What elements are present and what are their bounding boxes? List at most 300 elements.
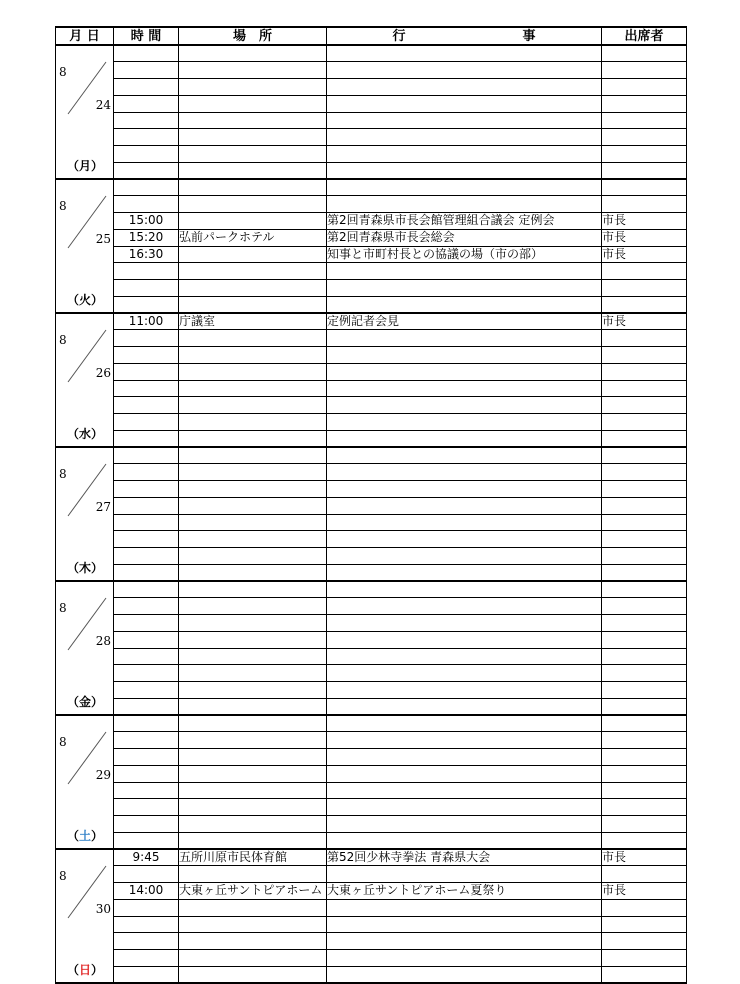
time-cell bbox=[114, 296, 179, 313]
place-cell bbox=[179, 162, 327, 179]
date-cell bbox=[56, 179, 114, 313]
table-row bbox=[56, 146, 687, 163]
event-cell bbox=[327, 464, 602, 481]
time-cell bbox=[114, 665, 179, 682]
attendee-cell bbox=[602, 598, 687, 615]
time-cell bbox=[114, 464, 179, 481]
table-row bbox=[56, 263, 687, 280]
table-row bbox=[56, 916, 687, 933]
table-row bbox=[56, 280, 687, 297]
time-cell bbox=[114, 682, 179, 699]
event-cell bbox=[327, 631, 602, 648]
place-cell bbox=[179, 715, 327, 732]
place-cell bbox=[179, 79, 327, 96]
time-cell bbox=[114, 497, 179, 514]
month-label: 8 bbox=[59, 869, 67, 883]
place-cell bbox=[179, 397, 327, 414]
attendee-cell bbox=[602, 146, 687, 163]
date-cell bbox=[56, 581, 114, 715]
attendee-cell bbox=[602, 380, 687, 397]
table-row bbox=[56, 581, 687, 598]
event-cell bbox=[327, 280, 602, 297]
time-cell bbox=[114, 799, 179, 816]
time-cell bbox=[114, 62, 179, 79]
date-cell bbox=[56, 45, 114, 179]
event-cell bbox=[327, 196, 602, 213]
time-cell bbox=[114, 548, 179, 565]
event-cell bbox=[327, 531, 602, 548]
event-cell: 第2回青森県市長会総会 bbox=[327, 229, 602, 246]
attendee-cell bbox=[602, 514, 687, 531]
time-cell: 11:00 bbox=[114, 313, 179, 330]
attendee-cell bbox=[602, 296, 687, 313]
attendee-cell bbox=[602, 179, 687, 196]
table-row bbox=[56, 430, 687, 447]
event-cell bbox=[327, 162, 602, 179]
event-cell bbox=[327, 330, 602, 347]
event-cell bbox=[327, 698, 602, 715]
place-cell bbox=[179, 112, 327, 129]
attendee-cell bbox=[602, 682, 687, 699]
event-cell bbox=[327, 799, 602, 816]
place-cell bbox=[179, 916, 327, 933]
event-cell bbox=[327, 916, 602, 933]
weekday-label: （火） bbox=[66, 293, 104, 307]
day-label: 24 bbox=[95, 98, 111, 112]
event-cell bbox=[327, 79, 602, 96]
place-cell bbox=[179, 832, 327, 849]
attendee-cell bbox=[602, 497, 687, 514]
schedule-table bbox=[55, 26, 687, 984]
time-cell: 14:00 bbox=[114, 883, 179, 900]
month-label: 8 bbox=[59, 333, 67, 347]
attendee-cell bbox=[602, 330, 687, 347]
time-cell bbox=[114, 581, 179, 598]
place-cell bbox=[179, 514, 327, 531]
attendee-cell bbox=[602, 832, 687, 849]
attendee-cell bbox=[602, 112, 687, 129]
place-cell bbox=[179, 548, 327, 565]
table-row bbox=[56, 899, 687, 916]
attendee-cell bbox=[602, 347, 687, 364]
time-cell bbox=[114, 950, 179, 967]
time-cell bbox=[114, 598, 179, 615]
header-attendee: 出席者 bbox=[602, 27, 687, 45]
header-time: 時 間 bbox=[114, 27, 179, 45]
place-cell bbox=[179, 246, 327, 263]
table-row bbox=[56, 514, 687, 531]
weekday-char: 水 bbox=[78, 427, 91, 441]
time-cell bbox=[114, 481, 179, 498]
attendee-cell bbox=[602, 397, 687, 414]
time-cell bbox=[114, 414, 179, 431]
place-cell: 大東ヶ丘サントピアホーム bbox=[179, 883, 327, 900]
table-row bbox=[56, 162, 687, 179]
place-cell bbox=[179, 363, 327, 380]
event-cell bbox=[327, 296, 602, 313]
event-cell bbox=[327, 514, 602, 531]
place-cell bbox=[179, 665, 327, 682]
time-cell bbox=[114, 832, 179, 849]
event-cell bbox=[327, 581, 602, 598]
time-cell bbox=[114, 514, 179, 531]
time-cell bbox=[114, 397, 179, 414]
time-cell bbox=[114, 162, 179, 179]
time-cell bbox=[114, 179, 179, 196]
event-cell bbox=[327, 732, 602, 749]
attendee-cell bbox=[602, 430, 687, 447]
attendee-cell bbox=[602, 280, 687, 297]
place-cell bbox=[179, 263, 327, 280]
table-row bbox=[56, 883, 687, 900]
attendee-cell bbox=[602, 162, 687, 179]
table-row bbox=[56, 497, 687, 514]
attendee-cell bbox=[602, 414, 687, 431]
time-cell bbox=[114, 631, 179, 648]
attendee-cell bbox=[602, 933, 687, 950]
place-cell bbox=[179, 682, 327, 699]
time-cell bbox=[114, 146, 179, 163]
time-cell: 15:00 bbox=[114, 213, 179, 230]
table-row bbox=[56, 631, 687, 648]
table-row bbox=[56, 112, 687, 129]
table-row bbox=[56, 45, 687, 62]
place-cell bbox=[179, 698, 327, 715]
event-cell bbox=[327, 749, 602, 766]
time-cell bbox=[114, 966, 179, 983]
event-cell bbox=[327, 447, 602, 464]
attendee-cell bbox=[602, 564, 687, 581]
attendee-cell bbox=[602, 950, 687, 967]
attendee-cell bbox=[602, 62, 687, 79]
event-cell bbox=[327, 129, 602, 146]
place-cell bbox=[179, 816, 327, 833]
table-row bbox=[56, 564, 687, 581]
place-cell bbox=[179, 95, 327, 112]
place-cell bbox=[179, 414, 327, 431]
event-cell bbox=[327, 263, 602, 280]
day-label: 28 bbox=[95, 634, 111, 648]
place-cell bbox=[179, 146, 327, 163]
weekday-label: （金） bbox=[66, 695, 104, 709]
table-row bbox=[56, 615, 687, 632]
table-row bbox=[56, 464, 687, 481]
table-row bbox=[56, 246, 687, 263]
table-row bbox=[56, 380, 687, 397]
table-row bbox=[56, 950, 687, 967]
table-row bbox=[56, 213, 687, 230]
place-cell bbox=[179, 129, 327, 146]
event-cell bbox=[327, 715, 602, 732]
date-cell bbox=[56, 849, 114, 983]
place-cell bbox=[179, 296, 327, 313]
time-cell bbox=[114, 749, 179, 766]
event-cell bbox=[327, 950, 602, 967]
attendee-cell: 市長 bbox=[602, 246, 687, 263]
time-cell bbox=[114, 330, 179, 347]
time-cell bbox=[114, 698, 179, 715]
weekday-char: 土 bbox=[78, 829, 91, 843]
attendee-cell bbox=[602, 45, 687, 62]
time-cell bbox=[114, 263, 179, 280]
event-cell bbox=[327, 414, 602, 431]
place-cell bbox=[179, 765, 327, 782]
event-cell bbox=[327, 45, 602, 62]
place-cell bbox=[179, 631, 327, 648]
attendee-cell: 市長 bbox=[602, 849, 687, 866]
attendee-cell bbox=[602, 531, 687, 548]
day-label: 25 bbox=[95, 232, 111, 246]
table-row bbox=[56, 782, 687, 799]
place-cell bbox=[179, 564, 327, 581]
time-cell bbox=[114, 899, 179, 916]
event-cell bbox=[327, 765, 602, 782]
table-row bbox=[56, 347, 687, 364]
table-row bbox=[56, 933, 687, 950]
time-cell: 15:20 bbox=[114, 229, 179, 246]
month-label: 8 bbox=[59, 467, 67, 481]
event-cell bbox=[327, 966, 602, 983]
place-cell bbox=[179, 615, 327, 632]
table-row bbox=[56, 397, 687, 414]
time-cell bbox=[114, 531, 179, 548]
event-cell bbox=[327, 933, 602, 950]
attendee-cell: 市長 bbox=[602, 883, 687, 900]
place-cell bbox=[179, 330, 327, 347]
time-cell bbox=[114, 112, 179, 129]
place-cell bbox=[179, 531, 327, 548]
attendee-cell bbox=[602, 698, 687, 715]
time-cell bbox=[114, 782, 179, 799]
place-cell bbox=[179, 581, 327, 598]
time-cell bbox=[114, 95, 179, 112]
table-row bbox=[56, 765, 687, 782]
attendee-cell bbox=[602, 363, 687, 380]
weekday-label: （木） bbox=[66, 561, 104, 575]
place-cell bbox=[179, 347, 327, 364]
place-cell bbox=[179, 866, 327, 883]
table-row bbox=[56, 179, 687, 196]
table-row bbox=[56, 313, 687, 330]
table-row bbox=[56, 698, 687, 715]
event-cell bbox=[327, 564, 602, 581]
time-cell bbox=[114, 196, 179, 213]
weekday-label: （日） bbox=[66, 963, 104, 977]
time-cell bbox=[114, 816, 179, 833]
attendee-cell bbox=[602, 615, 687, 632]
time-cell bbox=[114, 45, 179, 62]
event-cell bbox=[327, 832, 602, 849]
time-cell bbox=[114, 430, 179, 447]
weekday-label: （土） bbox=[66, 829, 104, 843]
event-cell bbox=[327, 682, 602, 699]
table-row bbox=[56, 531, 687, 548]
event-cell bbox=[327, 112, 602, 129]
time-cell: 9:45 bbox=[114, 849, 179, 866]
event-cell: 大東ヶ丘サントピアホーム夏祭り bbox=[327, 883, 602, 900]
time-cell: 16:30 bbox=[114, 246, 179, 263]
table-row bbox=[56, 330, 687, 347]
table-row bbox=[56, 682, 687, 699]
table-row bbox=[56, 79, 687, 96]
month-label: 8 bbox=[59, 65, 67, 79]
event-cell bbox=[327, 179, 602, 196]
attendee-cell bbox=[602, 447, 687, 464]
attendee-cell: 市長 bbox=[602, 313, 687, 330]
time-cell bbox=[114, 933, 179, 950]
table-row bbox=[56, 598, 687, 615]
event-cell bbox=[327, 347, 602, 364]
attendee-cell bbox=[602, 966, 687, 983]
place-cell bbox=[179, 598, 327, 615]
place-cell bbox=[179, 464, 327, 481]
month-label: 8 bbox=[59, 199, 67, 213]
event-cell bbox=[327, 899, 602, 916]
table-row bbox=[56, 816, 687, 833]
month-label: 8 bbox=[59, 601, 67, 615]
date-cell bbox=[56, 715, 114, 849]
attendee-cell bbox=[602, 665, 687, 682]
time-cell bbox=[114, 916, 179, 933]
place-cell bbox=[179, 447, 327, 464]
table-row bbox=[56, 447, 687, 464]
day-label: 30 bbox=[95, 902, 111, 916]
header-event: 行 事 bbox=[327, 27, 602, 45]
attendee-cell bbox=[602, 548, 687, 565]
attendee-cell bbox=[602, 732, 687, 749]
time-cell bbox=[114, 447, 179, 464]
month-label: 8 bbox=[59, 735, 67, 749]
place-cell: 弘前パークホテル bbox=[179, 229, 327, 246]
event-cell: 第2回青森県市長会館管理組合議会 定例会 bbox=[327, 213, 602, 230]
event-cell bbox=[327, 95, 602, 112]
place-cell bbox=[179, 196, 327, 213]
table-row bbox=[56, 749, 687, 766]
weekday-char: 火 bbox=[78, 293, 91, 307]
time-cell bbox=[114, 866, 179, 883]
event-cell bbox=[327, 598, 602, 615]
place-cell bbox=[179, 213, 327, 230]
attendee-cell bbox=[602, 899, 687, 916]
place-cell bbox=[179, 749, 327, 766]
place-cell bbox=[179, 280, 327, 297]
place-cell bbox=[179, 45, 327, 62]
event-cell bbox=[327, 497, 602, 514]
time-cell bbox=[114, 347, 179, 364]
event-cell bbox=[327, 866, 602, 883]
attendee-cell bbox=[602, 816, 687, 833]
event-cell bbox=[327, 615, 602, 632]
time-cell bbox=[114, 380, 179, 397]
attendee-cell bbox=[602, 95, 687, 112]
attendee-cell bbox=[602, 749, 687, 766]
time-cell bbox=[114, 363, 179, 380]
table-row bbox=[56, 229, 687, 246]
header-place: 場 所 bbox=[179, 27, 327, 45]
attendee-cell bbox=[602, 715, 687, 732]
table-row bbox=[56, 966, 687, 983]
event-cell: 定例記者会見 bbox=[327, 313, 602, 330]
table-row bbox=[56, 363, 687, 380]
weekday-char: 日 bbox=[78, 963, 91, 977]
event-cell: 知事と市町村長との協議の場（市の部） bbox=[327, 246, 602, 263]
time-cell bbox=[114, 564, 179, 581]
day-label: 26 bbox=[95, 366, 111, 380]
table-row bbox=[56, 296, 687, 313]
day-label: 29 bbox=[95, 768, 111, 782]
event-cell bbox=[327, 816, 602, 833]
time-cell bbox=[114, 615, 179, 632]
attendee-cell bbox=[602, 263, 687, 280]
table-row bbox=[56, 799, 687, 816]
place-cell bbox=[179, 481, 327, 498]
table-row bbox=[56, 95, 687, 112]
table-row bbox=[56, 129, 687, 146]
table-row bbox=[56, 866, 687, 883]
weekday-label: （月） bbox=[66, 159, 104, 173]
attendee-cell: 市長 bbox=[602, 213, 687, 230]
attendee-cell bbox=[602, 481, 687, 498]
weekday-char: 金 bbox=[78, 695, 91, 709]
attendee-cell bbox=[602, 631, 687, 648]
table-row bbox=[56, 62, 687, 79]
table-row bbox=[56, 414, 687, 431]
place-cell bbox=[179, 799, 327, 816]
weekday-char: 木 bbox=[78, 561, 91, 575]
event-cell bbox=[327, 548, 602, 565]
event-cell bbox=[327, 430, 602, 447]
day-label: 27 bbox=[95, 500, 111, 514]
table-row bbox=[56, 196, 687, 213]
place-cell bbox=[179, 179, 327, 196]
attendee-cell bbox=[602, 129, 687, 146]
place-cell bbox=[179, 380, 327, 397]
time-cell bbox=[114, 280, 179, 297]
time-cell bbox=[114, 732, 179, 749]
attendee-cell bbox=[602, 782, 687, 799]
place-cell bbox=[179, 62, 327, 79]
weekday-label: （水） bbox=[66, 427, 104, 441]
weekday-char: 月 bbox=[78, 159, 91, 173]
table-row bbox=[56, 849, 687, 866]
place-cell: 五所川原市民体育館 bbox=[179, 849, 327, 866]
event-cell bbox=[327, 62, 602, 79]
table-row bbox=[56, 481, 687, 498]
place-cell: 庁議室 bbox=[179, 313, 327, 330]
schedule-body bbox=[56, 45, 687, 983]
time-cell bbox=[114, 129, 179, 146]
time-cell bbox=[114, 715, 179, 732]
attendee-cell bbox=[602, 581, 687, 598]
attendee-cell: 市長 bbox=[602, 229, 687, 246]
place-cell bbox=[179, 782, 327, 799]
attendee-cell bbox=[602, 79, 687, 96]
attendee-cell bbox=[602, 765, 687, 782]
event-cell bbox=[327, 397, 602, 414]
header-row bbox=[56, 27, 687, 45]
time-cell bbox=[114, 765, 179, 782]
time-cell bbox=[114, 79, 179, 96]
place-cell bbox=[179, 732, 327, 749]
table-row bbox=[56, 732, 687, 749]
place-cell bbox=[179, 966, 327, 983]
table-row bbox=[56, 832, 687, 849]
attendee-cell bbox=[602, 799, 687, 816]
event-cell bbox=[327, 481, 602, 498]
event-cell bbox=[327, 146, 602, 163]
event-cell: 第52回少林寺拳法 青森県大会 bbox=[327, 849, 602, 866]
event-cell bbox=[327, 363, 602, 380]
